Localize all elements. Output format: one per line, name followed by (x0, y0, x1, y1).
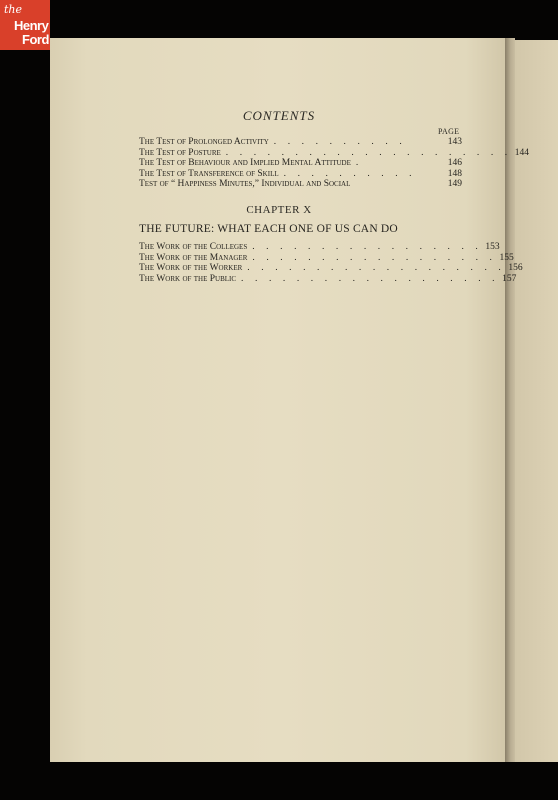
logo-text-ford: Ford (22, 32, 49, 47)
toc-entry-title: The Work of the Worker (139, 263, 243, 274)
toc-entry-page: 146 (447, 158, 462, 169)
page-column-label: PAGE (438, 127, 460, 136)
toc-entry-page: 155 (499, 252, 514, 263)
toc-section-2 (139, 242, 523, 284)
toc-leader-dots: . (355, 158, 363, 169)
toc-entry (139, 273, 517, 285)
toc-entry-title: The Work of the Public (139, 273, 237, 284)
logo-text-the: the (4, 3, 23, 16)
logo-text-henry: Henry (14, 18, 49, 33)
toc-entry-title: The Work of the Colleges (139, 242, 248, 252)
toc-leader-dots: . . . . . . . . . . . . . . . . . . . (247, 263, 506, 274)
toc-entry-title: The Test of Posture (139, 147, 221, 158)
toc-entry (139, 242, 500, 253)
contents-heading: CONTENTS (242, 108, 316, 123)
toc-leader-dots: . . . . . . . . . . . . . . . . . . (252, 252, 497, 263)
toc-leader-dots: . . . . . . . . . . . . . . . . . . . . . (225, 147, 512, 158)
toc-entry-page: 143 (447, 137, 462, 147)
chapter-title: THE FUTURE: WHAT EACH ONE OF US CAN DO (139, 223, 398, 235)
toc-entry-page: 144 (514, 147, 530, 158)
toc-entry-page: 157 (502, 273, 517, 284)
toc-entry-title: Test of “ Happiness Minutes,” Individual and Social (139, 179, 351, 190)
toc-entry-page: 149 (447, 179, 462, 190)
toc-entry (139, 137, 462, 148)
chapter-number: CHAPTER X (246, 204, 312, 216)
toc-leader-dots: . . . . . . . . . . (273, 137, 407, 147)
toc-leader-dots: . . . . . . . . . . (283, 168, 417, 179)
toc-entry-page: 156 (508, 263, 523, 274)
toc-entry (139, 252, 514, 264)
toc-entry (139, 179, 462, 190)
toc-entry (139, 263, 523, 274)
henry-ford-logo (0, 0, 50, 50)
toc-entry (139, 147, 530, 159)
toc-entry-title: The Test of Behaviour and Implied Mental Attitude (139, 158, 351, 169)
toc-entry (139, 169, 462, 180)
toc-entry-title: The Test of Prolonged Activity (139, 137, 269, 147)
toc-leader-dots: . . . . . . . . . . . . . . . . . (252, 242, 483, 252)
toc-entry (139, 158, 462, 169)
toc-entry-title: The Test of Transference of Skill (139, 168, 279, 179)
toc-leader-dots: . . . . . . . . . . . . . . . . . . . (241, 273, 500, 284)
page-gutter (505, 38, 515, 762)
toc-entry-page: 148 (447, 168, 462, 179)
toc-entry-page: 153 (485, 242, 500, 252)
toc-entry-title: The Work of the Manager (139, 252, 248, 263)
toc-section-1 (139, 137, 530, 190)
